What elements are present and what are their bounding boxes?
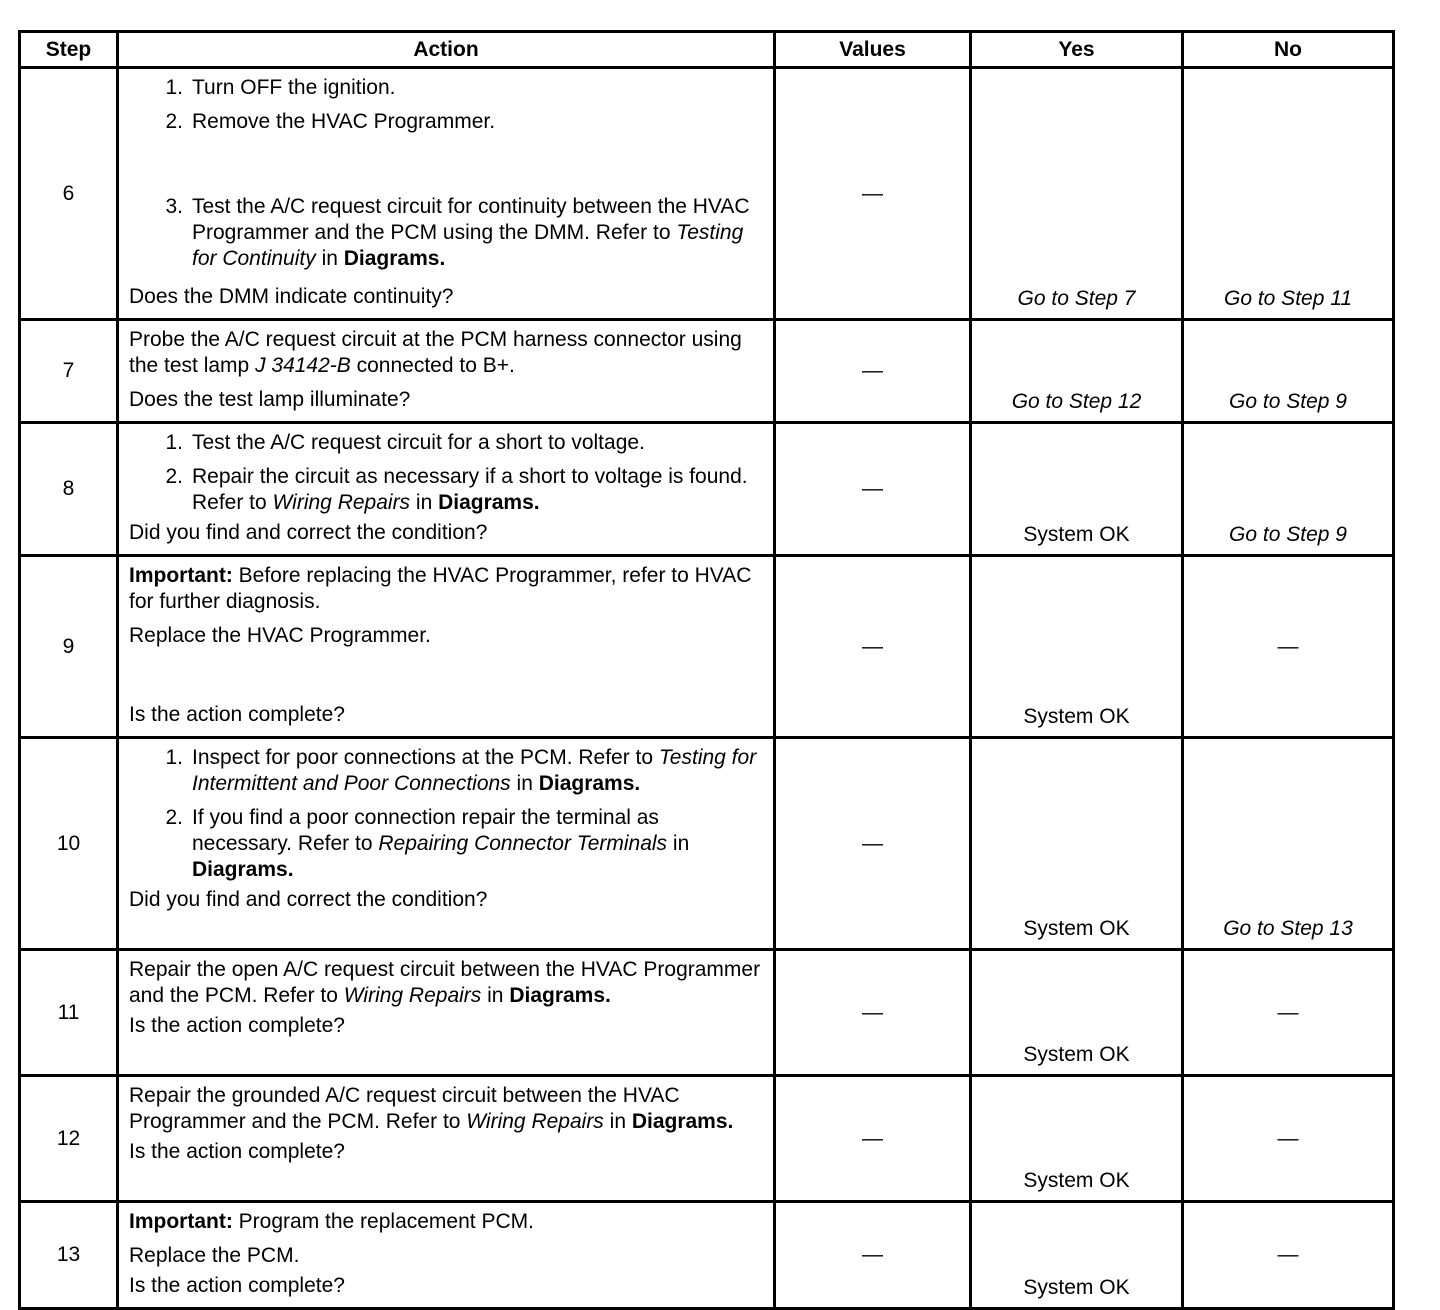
values-cell: —: [775, 68, 971, 320]
action-cell: Repair the grounded A/C request circuit between the HVAC Programmer and the PCM. Refer to Wiring Repairs in Diagrams. Is the action complete?: [118, 1076, 775, 1202]
action-text: Replace the PCM.: [129, 1244, 300, 1267]
yes-result: System OK: [971, 1202, 1183, 1309]
no-result: Go to Step 9: [1183, 320, 1394, 423]
action-cell: Important: Program the replacement PCM. Replace the PCM. Is the action complete?: [118, 1202, 775, 1309]
reference-link: Repairing Connector Terminals: [378, 832, 668, 855]
table-row: [20, 1076, 1394, 1202]
table-row: [20, 738, 1394, 950]
question-text: Is the action complete?: [129, 1014, 345, 1037]
values-cell: —: [775, 320, 971, 423]
values-cell: —: [775, 1076, 971, 1202]
no-result: Go to Step 13: [1183, 738, 1394, 950]
table-row: [20, 1202, 1394, 1309]
values-cell: —: [775, 423, 971, 556]
step-number: 12: [20, 1076, 118, 1202]
values-cell: —: [775, 1202, 971, 1309]
yes-result: System OK: [971, 950, 1183, 1076]
action-cell: [118, 68, 775, 320]
question-text: Is the action complete?: [129, 703, 345, 726]
yes-result: Go to Step 12: [971, 320, 1183, 423]
step-number: 7: [20, 320, 118, 423]
yes-result: Go to Step 7: [971, 68, 1183, 320]
yes-result: System OK: [971, 738, 1183, 950]
reference-link: Wiring Repairs: [272, 491, 411, 514]
no-result: Go to Step 11: [1183, 68, 1394, 320]
reference-link: Wiring Repairs: [343, 984, 482, 1007]
reference-link: Wiring Repairs: [466, 1110, 604, 1133]
list-item: 1. Test the A/C request circuit for a short to voltage.: [165, 431, 645, 454]
values-cell: —: [775, 950, 971, 1076]
header-step: Step: [20, 32, 118, 68]
values-cell: —: [775, 738, 971, 950]
important-label: Important:: [129, 564, 233, 587]
step-number: 13: [20, 1202, 118, 1309]
question-text: Is the action complete?: [129, 1140, 345, 1163]
action-cell: Repair the open A/C request circuit between the HVAC Programmer and the PCM. Refer to Wiring Repairs in Diagrams. Is the action complete?: [118, 950, 775, 1076]
no-result: —: [1183, 1076, 1394, 1202]
question-text: Did you find and correct the condition?: [129, 521, 488, 544]
values-cell: —: [775, 556, 971, 738]
list-item: 2. If you find a poor connection repair the terminal as necessary. Refer to Repairing Connector Terminals in Diagrams.: [165, 806, 690, 881]
question-text: Does the DMM indicate continuity?: [129, 285, 454, 308]
yes-result: System OK: [971, 423, 1183, 556]
action-text: Replace the HVAC Programmer.: [129, 624, 431, 647]
action-cell: [118, 738, 775, 950]
reference-link: Testing for Intermittent and Poor Connections: [192, 746, 757, 795]
list-item: 2. Remove the HVAC Programmer.: [165, 110, 496, 133]
list-item: 1. Turn OFF the ignition.: [165, 76, 396, 99]
diagnostic-table: [18, 30, 1395, 1310]
header-row: [20, 32, 1394, 68]
table-row: [20, 423, 1394, 556]
yes-result: System OK: [971, 1076, 1183, 1202]
list-item: 1. Inspect for poor connections at the PCM. Refer to Testing for Intermittent and Poor Connections in Diagrams.: [165, 746, 757, 795]
important-label: Important:: [129, 1210, 233, 1233]
question-text: Does the test lamp illuminate?: [129, 388, 411, 411]
step-number: 9: [20, 556, 118, 738]
no-result: —: [1183, 556, 1394, 738]
header-action: Action: [118, 32, 775, 68]
reference-link: Testing for Continuity: [192, 221, 744, 270]
question-text: Is the action complete?: [129, 1274, 345, 1297]
table-row: [20, 68, 1394, 320]
step-number: 8: [20, 423, 118, 556]
no-result: Go to Step 9: [1183, 423, 1394, 556]
question-text: Did you find and correct the condition?: [129, 888, 488, 911]
table-row: [20, 556, 1394, 738]
header-values: Values: [775, 32, 971, 68]
no-result: —: [1183, 1202, 1394, 1309]
list-item: 3. Test the A/C request circuit for continuity between the HVAC Programmer and the PCM using the DMM. Refer to Testing for Continuity in Diagrams.: [165, 195, 750, 270]
header-yes: Yes: [971, 32, 1183, 68]
tool-number: J 34142-B: [255, 354, 351, 377]
table-row: [20, 320, 1394, 423]
header-no: No: [1183, 32, 1394, 68]
action-cell: Important: Before replacing the HVAC Programmer, refer to HVAC for further diagnosis. Replace the HVAC Programmer. Is the action complete?: [118, 556, 775, 738]
step-number: 11: [20, 950, 118, 1076]
list-item: 2. Repair the circuit as necessary if a short to voltage is found. Refer to Wiring Repairs in Diagrams.: [165, 465, 748, 514]
no-result: —: [1183, 950, 1394, 1076]
step-number: 6: [20, 68, 118, 320]
table-row: [20, 950, 1394, 1076]
yes-result: System OK: [971, 556, 1183, 738]
action-cell: Probe the A/C request circuit at the PCM harness connector using the test lamp J 34142-B connected to B+. Does the test lamp illuminate?: [118, 320, 775, 423]
step-number: 10: [20, 738, 118, 950]
action-cell: [118, 423, 775, 556]
